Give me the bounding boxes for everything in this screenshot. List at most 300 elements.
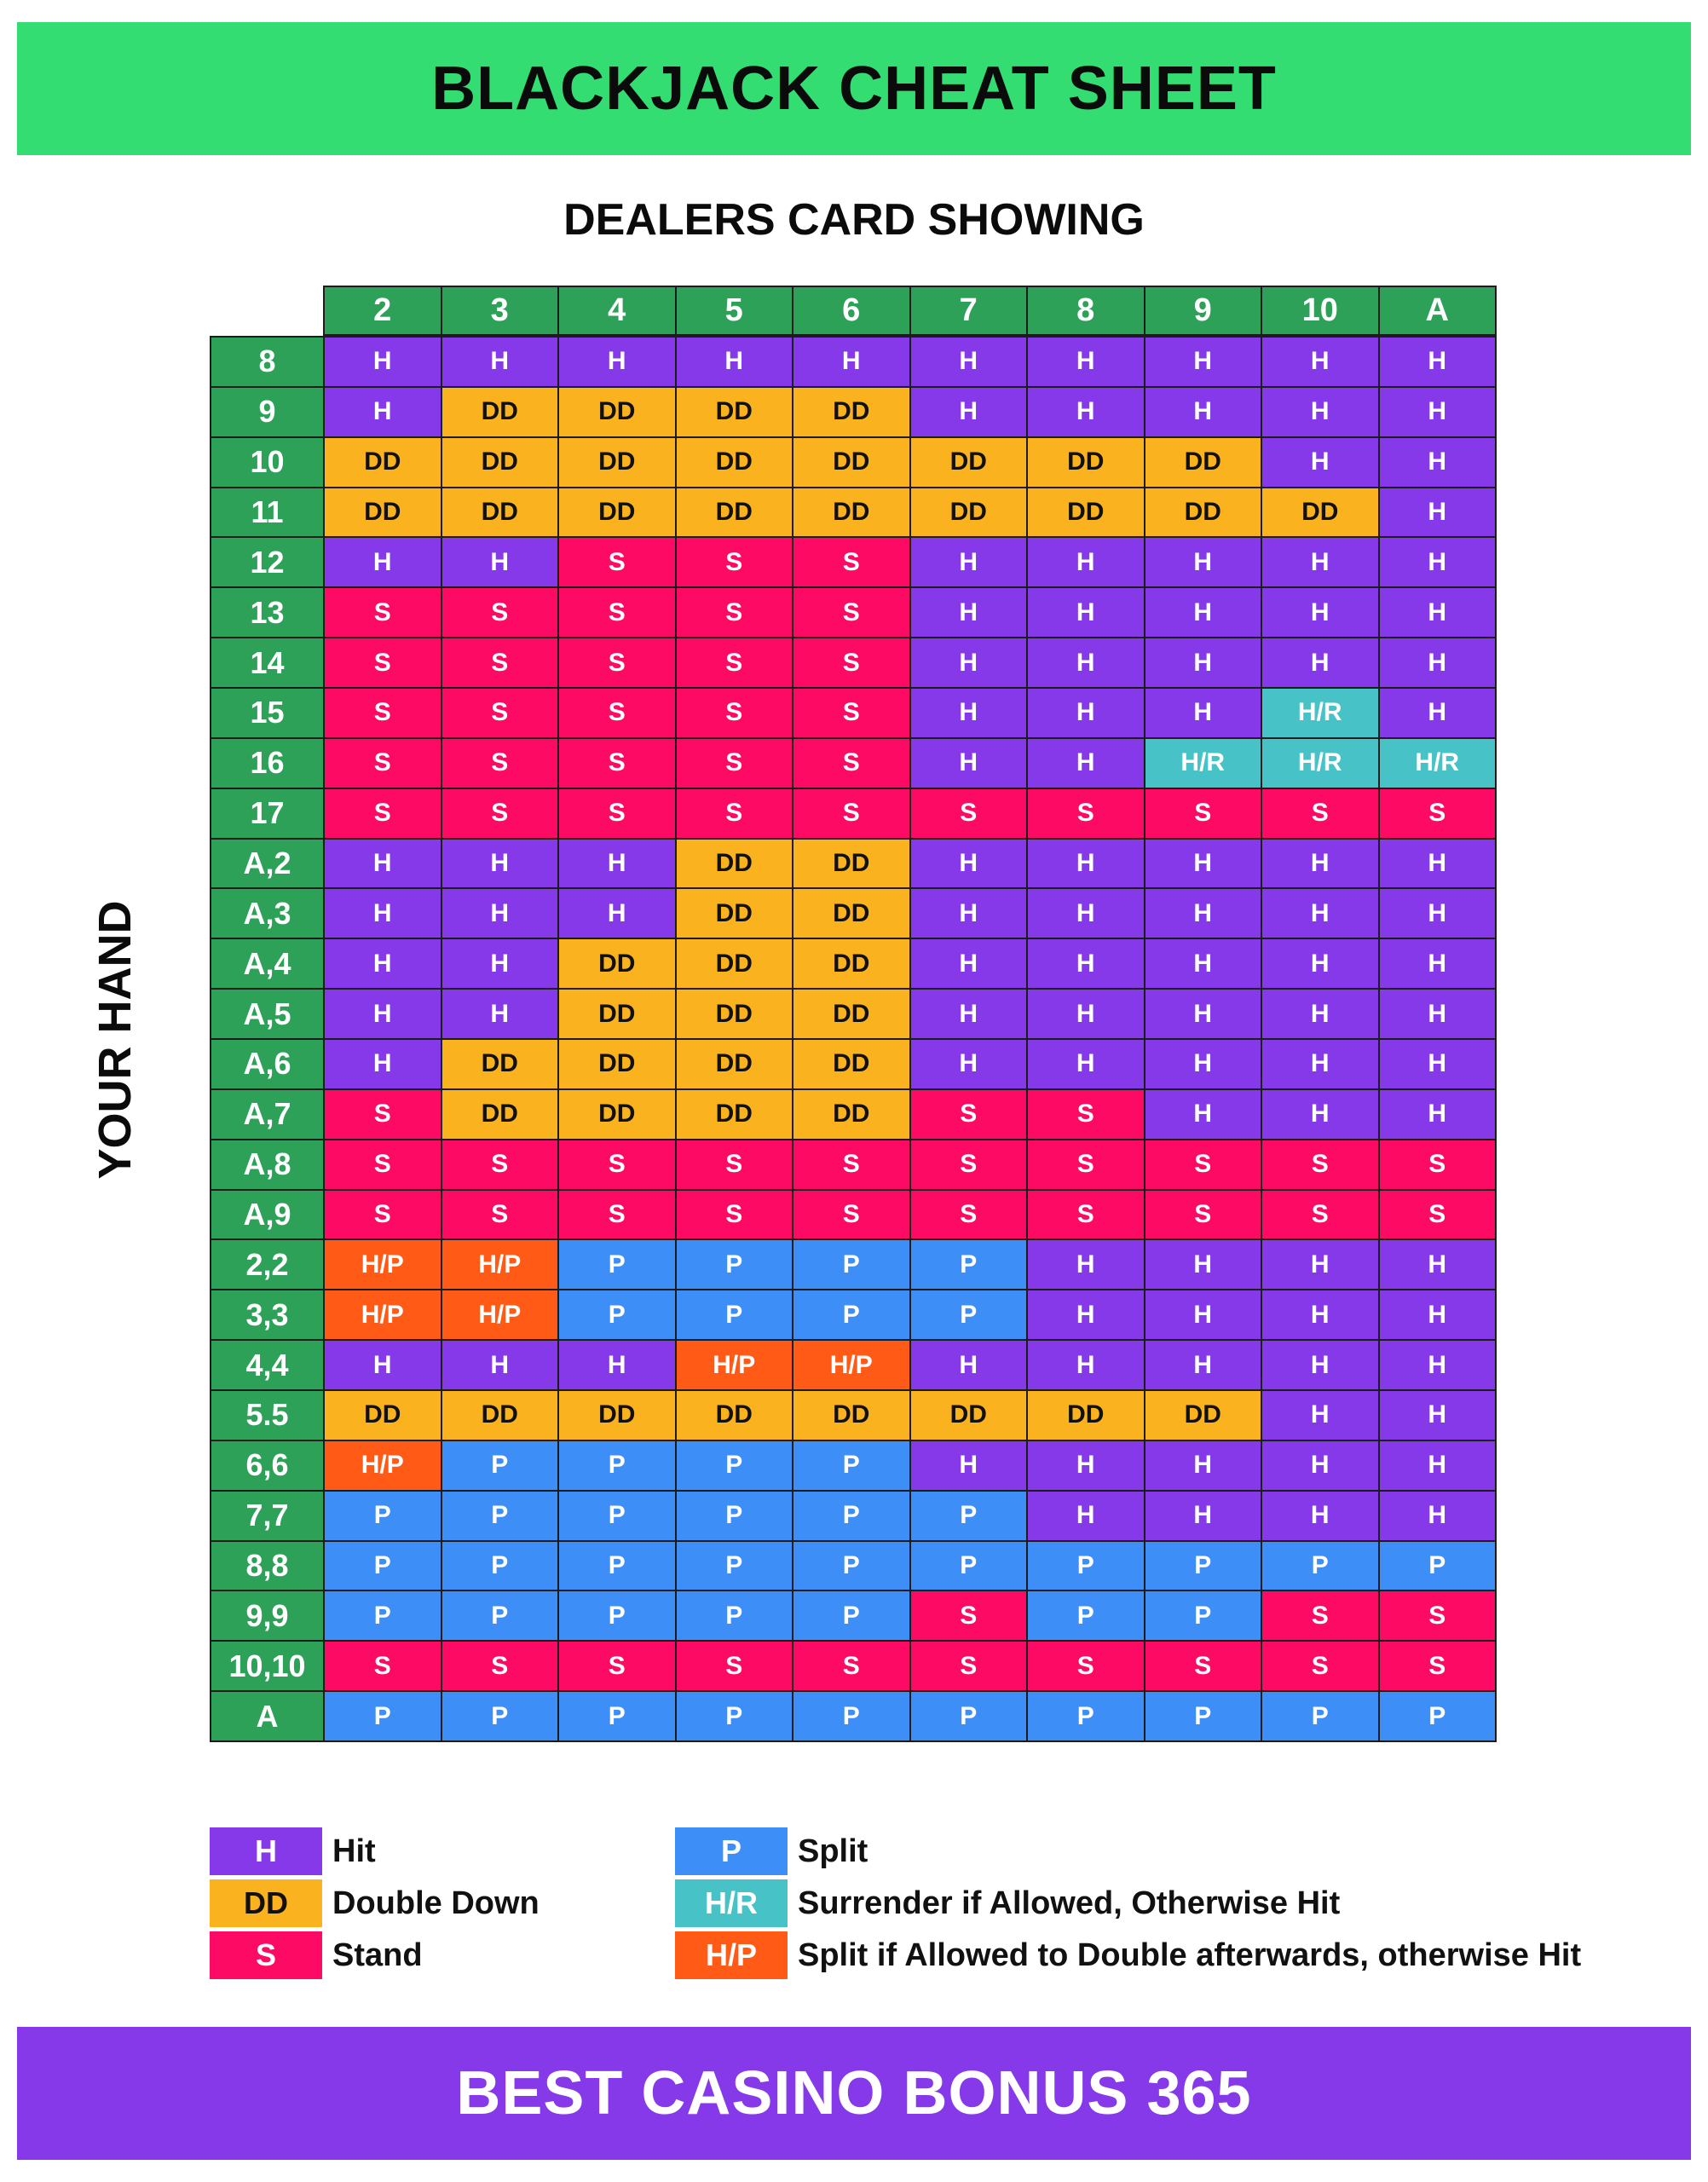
strategy-cell: S (325, 1642, 441, 1690)
dealer-card-header: 5 (677, 287, 793, 334)
strategy-cell: H (1262, 638, 1378, 687)
strategy-cell: H (1145, 990, 1261, 1038)
strategy-cell: H (911, 338, 1027, 386)
strategy-cell: H (325, 840, 441, 888)
strategy-cell: S (442, 739, 558, 788)
player-hand-label: 10 (211, 438, 323, 487)
player-hand-label: A,6 (211, 1040, 323, 1088)
strategy-cell: P (1262, 1542, 1378, 1590)
legend-item (675, 1931, 1581, 1979)
player-hand-label: A,5 (211, 990, 323, 1038)
strategy-cell: H (1380, 1040, 1496, 1088)
strategy-cell: S (911, 1140, 1027, 1189)
strategy-cell: H (1145, 1040, 1261, 1088)
strategy-cell: S (325, 588, 441, 637)
strategy-cell: H (1028, 588, 1144, 637)
player-hand-label: 8,8 (211, 1542, 323, 1590)
strategy-cell: DD (911, 488, 1027, 537)
strategy-cell: S (677, 588, 793, 637)
strategy-cell: S (559, 538, 675, 586)
strategy-cell: DD (793, 488, 909, 537)
strategy-cell: P (911, 1542, 1027, 1590)
player-hand-label: 10,10 (211, 1642, 323, 1690)
strategy-cell: H (1262, 1040, 1378, 1088)
strategy-cell: P (793, 1441, 909, 1490)
strategy-cell: H (1262, 1492, 1378, 1540)
strategy-cell: S (677, 638, 793, 687)
strategy-cell: H (1262, 388, 1378, 436)
strategy-cell: S (559, 739, 675, 788)
legend-item (210, 1931, 423, 1979)
strategy-cell: S (1028, 789, 1144, 838)
strategy-cell: H (559, 1341, 675, 1389)
strategy-cell: DD (559, 488, 675, 537)
strategy-cell: DD (1145, 438, 1261, 487)
strategy-cell: P (559, 1492, 675, 1540)
strategy-cell: H (1145, 1492, 1261, 1540)
strategy-cell: P (793, 1542, 909, 1590)
strategy-cell: S (677, 538, 793, 586)
strategy-cell: H (911, 739, 1027, 788)
strategy-cell: H (1145, 538, 1261, 586)
strategy-cell: DD (793, 1040, 909, 1088)
legend-label: Split (798, 1833, 868, 1869)
strategy-cell: S (1145, 789, 1261, 838)
strategy-cell: S (677, 789, 793, 838)
strategy-cell: H/P (442, 1240, 558, 1289)
strategy-cell: H (1262, 1391, 1378, 1440)
strategy-cell: S (1380, 1591, 1496, 1640)
strategy-cell: P (677, 1290, 793, 1339)
strategy-cell: H (1262, 1090, 1378, 1139)
legend-label: Stand (332, 1937, 423, 1973)
strategy-cell: P (559, 1441, 675, 1490)
strategy-cell: H (325, 990, 441, 1038)
strategy-cell: S (911, 1090, 1027, 1139)
strategy-cell: H (911, 1040, 1027, 1088)
strategy-cell: P (1145, 1591, 1261, 1640)
strategy-cell: P (442, 1591, 558, 1640)
strategy-cell: S (793, 789, 909, 838)
strategy-cell: DD (793, 438, 909, 487)
strategy-cell: P (325, 1542, 441, 1590)
strategy-cell: H (1028, 939, 1144, 988)
strategy-cell: H (1380, 840, 1496, 888)
strategy-cell: H/P (325, 1240, 441, 1289)
strategy-cell: H (1262, 438, 1378, 487)
strategy-cell: P (559, 1290, 675, 1339)
strategy-cell: S (325, 689, 441, 737)
strategy-cell: S (559, 789, 675, 838)
strategy-cell: P (911, 1692, 1027, 1740)
strategy-cell: H (1262, 889, 1378, 938)
strategy-cell: DD (559, 1090, 675, 1139)
strategy-cell: S (559, 638, 675, 687)
strategy-cell: H (442, 889, 558, 938)
legend-item (675, 1827, 868, 1875)
player-hand-label: A,9 (211, 1191, 323, 1239)
dealer-card-header: 9 (1145, 287, 1261, 334)
player-hand-label: 2,2 (211, 1240, 323, 1289)
strategy-cell: H (1380, 1492, 1496, 1540)
strategy-cell: P (1145, 1542, 1261, 1590)
strategy-cell: S (677, 1191, 793, 1239)
strategy-cell: H (1380, 1441, 1496, 1490)
strategy-cell: S (442, 588, 558, 637)
strategy-cell: S (677, 1642, 793, 1690)
strategy-cell: S (559, 689, 675, 737)
strategy-cell: H/P (677, 1341, 793, 1389)
strategy-cell: S (1145, 1140, 1261, 1189)
player-hand-label: 14 (211, 638, 323, 687)
strategy-cell: H (1262, 1441, 1378, 1490)
player-hand-label: A (211, 1692, 323, 1740)
strategy-cell: H (1380, 1240, 1496, 1289)
strategy-cell: H (677, 338, 793, 386)
strategy-cell: DD (793, 939, 909, 988)
strategy-cell: H (1380, 1290, 1496, 1339)
strategy-cell: P (793, 1492, 909, 1540)
strategy-cell: H (1380, 889, 1496, 938)
dealer-card-header: 8 (1028, 287, 1144, 334)
strategy-cell: S (1028, 1642, 1144, 1690)
strategy-cell: DD (677, 939, 793, 988)
strategy-cell: DD (559, 990, 675, 1038)
strategy-cell: H (442, 840, 558, 888)
strategy-cell: S (559, 1642, 675, 1690)
player-hand-label: 3,3 (211, 1290, 323, 1339)
strategy-cell: S (911, 1591, 1027, 1640)
strategy-cell: H (1262, 939, 1378, 988)
strategy-cell: H (1262, 588, 1378, 637)
strategy-cell: H (1028, 889, 1144, 938)
strategy-cell: DD (793, 840, 909, 888)
strategy-grid (323, 336, 1497, 1742)
strategy-cell: H (911, 889, 1027, 938)
strategy-cell: H (1028, 1290, 1144, 1339)
player-hand-label: A,8 (211, 1140, 323, 1189)
legend-swatch: S (210, 1931, 322, 1979)
strategy-cell: P (793, 1240, 909, 1289)
player-hand-label: A,3 (211, 889, 323, 938)
strategy-cell: S (793, 588, 909, 637)
strategy-cell: H (911, 1441, 1027, 1490)
strategy-cell: H (325, 388, 441, 436)
strategy-cell: P (559, 1692, 675, 1740)
strategy-cell: S (793, 638, 909, 687)
strategy-cell: S (911, 1191, 1027, 1239)
strategy-cell: H (442, 1341, 558, 1389)
strategy-cell: P (1145, 1692, 1261, 1740)
strategy-cell: DD (677, 1040, 793, 1088)
strategy-cell: S (1380, 789, 1496, 838)
strategy-cell: DD (442, 1090, 558, 1139)
strategy-cell: DD (559, 388, 675, 436)
strategy-cell: H/P (793, 1341, 909, 1389)
strategy-cell: H (911, 689, 1027, 737)
strategy-cell: H/R (1145, 739, 1261, 788)
strategy-cell: H (1262, 840, 1378, 888)
strategy-cell: H/R (1262, 739, 1378, 788)
strategy-cell: DD (1028, 438, 1144, 487)
strategy-cell: P (911, 1290, 1027, 1339)
strategy-cell: H (442, 538, 558, 586)
strategy-cell: H (1028, 1040, 1144, 1088)
strategy-cell: H (559, 889, 675, 938)
legend (210, 1827, 1582, 1979)
strategy-cell: P (677, 1441, 793, 1490)
strategy-cell: H (1380, 689, 1496, 737)
strategy-cell: P (677, 1240, 793, 1289)
strategy-cell: S (1262, 1191, 1378, 1239)
strategy-cell: P (442, 1492, 558, 1540)
strategy-cell: H/P (325, 1441, 441, 1490)
strategy-cell: S (911, 1642, 1027, 1690)
player-hand-label: A,2 (211, 840, 323, 888)
footer-text: BEST CASINO BONUS 365 (456, 2059, 1252, 2127)
strategy-cell: H (325, 939, 441, 988)
strategy-cell: S (442, 1140, 558, 1189)
strategy-cell: S (1262, 1591, 1378, 1640)
strategy-cell: H/R (1262, 689, 1378, 737)
strategy-cell: P (442, 1542, 558, 1590)
strategy-cell: S (1262, 789, 1378, 838)
strategy-cell: H (1145, 338, 1261, 386)
strategy-cell: H (1028, 1441, 1144, 1490)
legend-swatch: H/R (675, 1879, 788, 1927)
legend-swatch: DD (210, 1879, 322, 1927)
strategy-cell: DD (1028, 488, 1144, 537)
strategy-cell: H (1380, 1391, 1496, 1440)
strategy-cell: S (325, 739, 441, 788)
strategy-cell: H (911, 588, 1027, 637)
strategy-cell: DD (793, 388, 909, 436)
strategy-cell: DD (793, 1391, 909, 1440)
strategy-cell: S (442, 1191, 558, 1239)
strategy-cell: S (1380, 1642, 1496, 1690)
strategy-cell: H (1028, 388, 1144, 436)
legend-item (210, 1827, 376, 1875)
strategy-cell: S (1380, 1191, 1496, 1239)
strategy-cell: H (442, 338, 558, 386)
strategy-cell: S (1028, 1191, 1144, 1239)
strategy-cell: H (1380, 488, 1496, 537)
strategy-cell: DD (559, 438, 675, 487)
strategy-cell: S (793, 739, 909, 788)
player-hand-label: 6,6 (211, 1441, 323, 1490)
strategy-cell: S (677, 1140, 793, 1189)
dealer-card-header: 2 (325, 287, 441, 334)
strategy-cell: DD (793, 1090, 909, 1139)
strategy-cell: H (1380, 939, 1496, 988)
strategy-cell: H (1028, 689, 1144, 737)
strategy-cell: H (1262, 538, 1378, 586)
strategy-cell: H (1380, 990, 1496, 1038)
strategy-cell: DD (1262, 488, 1378, 537)
player-hand-label: 11 (211, 488, 323, 537)
strategy-cell: S (325, 1191, 441, 1239)
strategy-cell: H (1262, 1240, 1378, 1289)
dealer-card-header: 4 (559, 287, 675, 334)
dealer-card-heading: DEALERS CARD SHOWING (563, 195, 1145, 245)
strategy-cell: S (1380, 1140, 1496, 1189)
strategy-cell: H (1380, 388, 1496, 436)
strategy-cell: DD (442, 488, 558, 537)
strategy-cell: DD (559, 1391, 675, 1440)
strategy-cell: P (1028, 1591, 1144, 1640)
legend-label: Double Down (332, 1885, 540, 1921)
player-hand-label: 17 (211, 789, 323, 838)
strategy-cell: H (559, 840, 675, 888)
legend-swatch: P (675, 1827, 788, 1875)
strategy-cell: DD (911, 438, 1027, 487)
strategy-cell: H (1262, 990, 1378, 1038)
strategy-cell: DD (677, 488, 793, 537)
strategy-cell: DD (325, 438, 441, 487)
legend-item (675, 1879, 1340, 1927)
strategy-cell: H (1380, 438, 1496, 487)
strategy-cell: P (442, 1441, 558, 1490)
strategy-cell: DD (677, 438, 793, 487)
legend-item (210, 1879, 540, 1927)
dealer-card-header: 3 (442, 287, 558, 334)
strategy-cell: DD (677, 388, 793, 436)
strategy-cell: DD (559, 1040, 675, 1088)
strategy-cell: H (1145, 588, 1261, 637)
strategy-cell: DD (325, 1391, 441, 1440)
strategy-cell: S (1028, 1090, 1144, 1139)
strategy-cell: H (911, 939, 1027, 988)
strategy-cell: P (677, 1492, 793, 1540)
player-hand-column (210, 336, 323, 1742)
strategy-cell: S (1145, 1191, 1261, 1239)
strategy-cell: P (442, 1692, 558, 1740)
strategy-cell: H (1145, 638, 1261, 687)
strategy-cell: H (1145, 889, 1261, 938)
dealer-card-header-row (323, 286, 1497, 336)
player-hand-label: 7,7 (211, 1492, 323, 1540)
strategy-cell: P (677, 1692, 793, 1740)
strategy-cell: H (1380, 1090, 1496, 1139)
strategy-cell: S (1145, 1642, 1261, 1690)
strategy-cell: H/R (1380, 739, 1496, 788)
strategy-cell: DD (911, 1391, 1027, 1440)
strategy-cell: S (325, 789, 441, 838)
title-banner (17, 22, 1691, 155)
dealer-card-header: A (1380, 287, 1496, 334)
strategy-cell: DD (677, 840, 793, 888)
strategy-cell: P (911, 1492, 1027, 1540)
strategy-cell: H (1145, 1441, 1261, 1490)
strategy-cell: H (325, 1341, 441, 1389)
strategy-cell: DD (442, 1391, 558, 1440)
dealer-card-header: 7 (911, 287, 1027, 334)
strategy-cell: H (1028, 1240, 1144, 1289)
strategy-cell: S (325, 1140, 441, 1189)
strategy-cell: S (325, 638, 441, 687)
strategy-cell: H (1028, 1492, 1144, 1540)
strategy-cell: P (325, 1492, 441, 1540)
strategy-cell: DD (559, 939, 675, 988)
dealer-card-header: 6 (793, 287, 909, 334)
strategy-cell: P (793, 1692, 909, 1740)
your-hand-label: YOUR HAND (89, 900, 141, 1180)
strategy-cell: P (677, 1542, 793, 1590)
strategy-cell: H (1028, 739, 1144, 788)
strategy-cell: H (1145, 1290, 1261, 1339)
strategy-cell: H (1028, 638, 1144, 687)
strategy-cell: H (325, 889, 441, 938)
strategy-cell: S (793, 1642, 909, 1690)
strategy-cell: H (911, 990, 1027, 1038)
strategy-cell: S (442, 789, 558, 838)
strategy-cell: H (911, 538, 1027, 586)
strategy-cell: P (911, 1240, 1027, 1289)
strategy-cell: H (325, 338, 441, 386)
strategy-cell: P (793, 1290, 909, 1339)
strategy-cell: H (1262, 338, 1378, 386)
strategy-cell: H (1145, 840, 1261, 888)
strategy-cell: S (559, 1140, 675, 1189)
strategy-cell: P (559, 1591, 675, 1640)
strategy-cell: S (793, 1191, 909, 1239)
strategy-cell: DD (793, 990, 909, 1038)
legend-label: Split if Allowed to Double afterwards, otherwise Hit (798, 1937, 1582, 1973)
strategy-cell: P (793, 1591, 909, 1640)
strategy-cell: H (1380, 1341, 1496, 1389)
strategy-cell: H (442, 939, 558, 988)
player-hand-label: 4,4 (211, 1341, 323, 1389)
strategy-cell: H (1028, 1341, 1144, 1389)
player-hand-label: 9 (211, 388, 323, 436)
strategy-cell: S (793, 538, 909, 586)
strategy-cell: H (793, 338, 909, 386)
page-title: BLACKJACK CHEAT SHEET (431, 55, 1277, 123)
strategy-cell: S (442, 1642, 558, 1690)
footer-banner (17, 2027, 1691, 2160)
strategy-cell: DD (442, 438, 558, 487)
strategy-cell: P (1380, 1542, 1496, 1590)
strategy-cell: H (1145, 388, 1261, 436)
strategy-cell: DD (1145, 488, 1261, 537)
strategy-cell: P (1028, 1542, 1144, 1590)
strategy-cell: S (677, 739, 793, 788)
strategy-cell: H (1380, 538, 1496, 586)
strategy-cell: H (1028, 338, 1144, 386)
strategy-cell: H (1380, 638, 1496, 687)
strategy-cell: H (1145, 1090, 1261, 1139)
player-hand-label: A,4 (211, 939, 323, 988)
strategy-cell: S (442, 689, 558, 737)
strategy-cell: H (1145, 1341, 1261, 1389)
strategy-cell: DD (677, 1090, 793, 1139)
player-hand-label: 12 (211, 538, 323, 586)
player-hand-label: 8 (211, 338, 323, 386)
player-hand-label: A,7 (211, 1090, 323, 1139)
strategy-cell: DD (1028, 1391, 1144, 1440)
strategy-cell: H (1380, 588, 1496, 637)
strategy-cell: H (1262, 1341, 1378, 1389)
strategy-cell: H (1262, 1290, 1378, 1339)
legend-swatch: H/P (675, 1931, 788, 1979)
player-hand-label: 15 (211, 689, 323, 737)
strategy-cell: H (442, 990, 558, 1038)
strategy-cell: S (442, 638, 558, 687)
strategy-cell: P (1262, 1692, 1378, 1740)
strategy-cell: DD (1145, 1391, 1261, 1440)
strategy-cell: P (677, 1591, 793, 1640)
player-hand-label: 16 (211, 739, 323, 788)
